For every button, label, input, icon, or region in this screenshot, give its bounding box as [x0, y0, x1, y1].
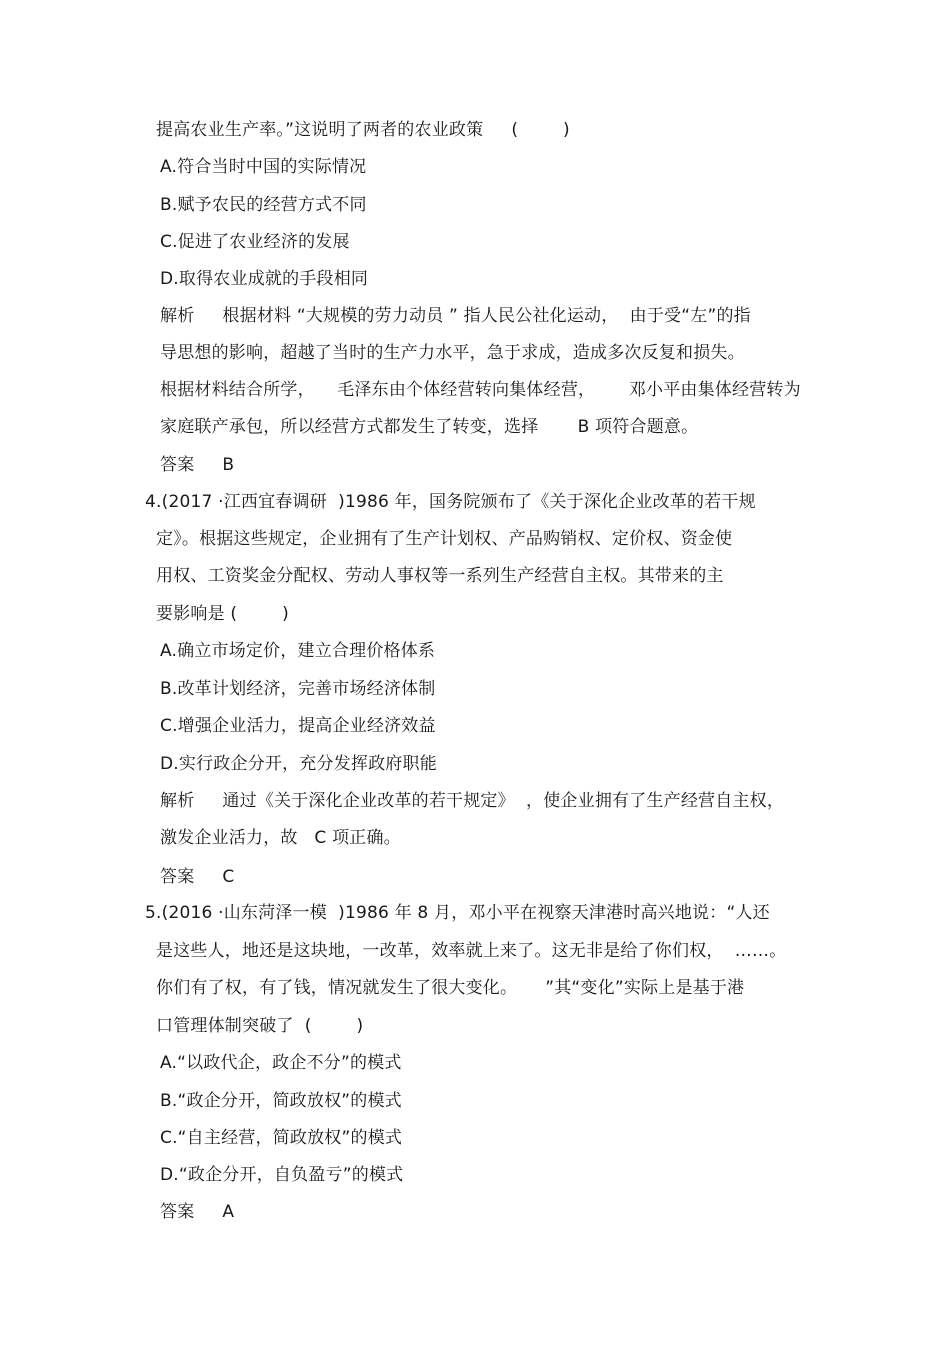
q3-analysis-line: 导思想的影响，超越了当时的生产力水平，急于求成，造成多次反复和损失。	[160, 343, 745, 363]
q3-answer: 答案 B	[160, 455, 235, 475]
q3-analysis-line: 解析 根据材料 “大规模的劳力动员 ” 指人民公社化运动， 由于受“左”的指	[160, 306, 751, 326]
q5-option-a: A.“以政代企，政企不分”的模式	[160, 1053, 402, 1073]
q4-option-b: B.改革计划经济，完善市场经济体制	[160, 679, 436, 699]
q5-option-b: B.“政企分开，简政放权”的模式	[160, 1091, 402, 1111]
q5-stem-line: 是这些人，地还是这块地，一改革，效率就上来了。这无非是给了你们权， ……。	[156, 941, 787, 961]
q5-option-d: D.“政企分开，自负盈亏”的模式	[160, 1165, 404, 1185]
q4-stem-line: 定》。根据这些规定，企业拥有了生产计划权、产品购销权、定价权、资金使	[156, 529, 733, 549]
q3-option-b: B.赋予农民的经营方式不同	[160, 195, 367, 215]
q4-option-d: D.实行政企分开，充分发挥政府职能	[160, 754, 437, 774]
q4-analysis-line: 解析 通过《关于深化企业改革的若干规定》 ，使企业拥有了生产经营自主权，	[160, 791, 785, 811]
q3-option-c: C.促进了农业经济的发展	[160, 232, 350, 252]
q5-stem-line: 你们有了权，有了钱，情况就发生了很大变化。 ”其“变化”实际上是基于港	[156, 978, 745, 998]
q3-option-d: D.取得农业成就的手段相同	[160, 269, 369, 289]
q5-answer: 答案 A	[160, 1202, 235, 1222]
q4-stem-line: 4.(2017 ·江西宜春调研 )1986 年，国务院颁布了《关于深化企业改革的若干规	[145, 492, 756, 512]
q3-stem-tail: 提高农业生产率。”这说明了两者的农业政策 ( )	[156, 120, 570, 140]
q5-stem-line: 口管理体制突破了 ( )	[156, 1016, 364, 1036]
q3-analysis-line: 家庭联产承包，所以经营方式都发生了转变，选择 B 项符合题意。	[160, 417, 699, 437]
q4-stem-line: 用权、工资奖金分配权、劳动人事权等一系列生产经营自主权。其带来的主	[156, 566, 724, 586]
q5-option-c: C.“自主经营，简政放权”的模式	[160, 1128, 403, 1148]
q4-stem-line: 要影响是 ( )	[156, 604, 289, 624]
q4-option-a: A.确立市场定价，建立合理价格体系	[160, 641, 436, 661]
q4-option-c: C.增强企业活力，提高企业经济效益	[160, 716, 436, 736]
q5-stem-line: 5.(2016 ·山东菏泽一模 )1986 年 8 月，邓小平在视察天津港时高兴地说：“人还	[145, 903, 770, 923]
q3-option-a: A.符合当时中国的实际情况	[160, 157, 367, 177]
q4-answer: 答案 C	[160, 867, 235, 887]
q4-analysis-line: 激发企业活力，故 C 项正确。	[160, 828, 401, 848]
q3-analysis-line: 根据材料结合所学， 毛泽东由个体经营转向集体经营， 邓小平由集体经营转为	[160, 380, 801, 400]
